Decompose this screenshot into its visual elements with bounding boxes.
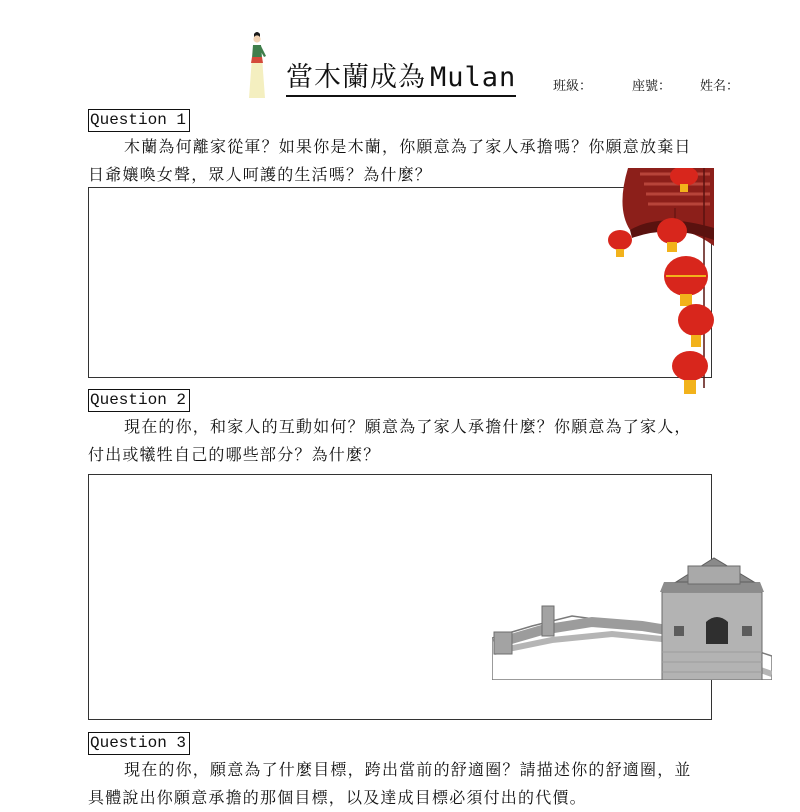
question-1-text: 木蘭為何離家從軍？如果你是木蘭，你願意為了家人承擔嗎？你願意放棄日日爺孃喚女聲，眾人呵護的生活嗎？為什麼？ <box>88 137 692 184</box>
page-title <box>286 62 516 97</box>
red-lanterns-eave-icon <box>600 168 714 396</box>
question-1-label: Question 1 <box>88 109 190 132</box>
great-wall-icon <box>492 556 772 680</box>
seat-label: 座號： <box>632 79 672 94</box>
question-2-text: 現在的你，和家人的互動如何？願意為了家人承擔什麼？你願意為了家人，付出或犧牲自己的哪些部分？為什麼？ <box>88 417 692 464</box>
question-2-label: Question 2 <box>88 389 190 412</box>
page-title-latin: Mulan <box>430 62 517 93</box>
class-label: 班級： <box>553 79 593 94</box>
question-3-text: 現在的你，願意為了什麼目標，跨出當前的舒適圈？請描述你的舒適圈，並具體說出你願意承擔的那個目標，以及達成目標必須付出的代價。 <box>88 760 692 807</box>
page-title-cjk: 當木蘭成為 <box>286 62 426 93</box>
mulan-figure-icon <box>244 30 270 100</box>
question-3-label: Question 3 <box>88 732 190 755</box>
name-label: 姓名： <box>700 79 740 94</box>
